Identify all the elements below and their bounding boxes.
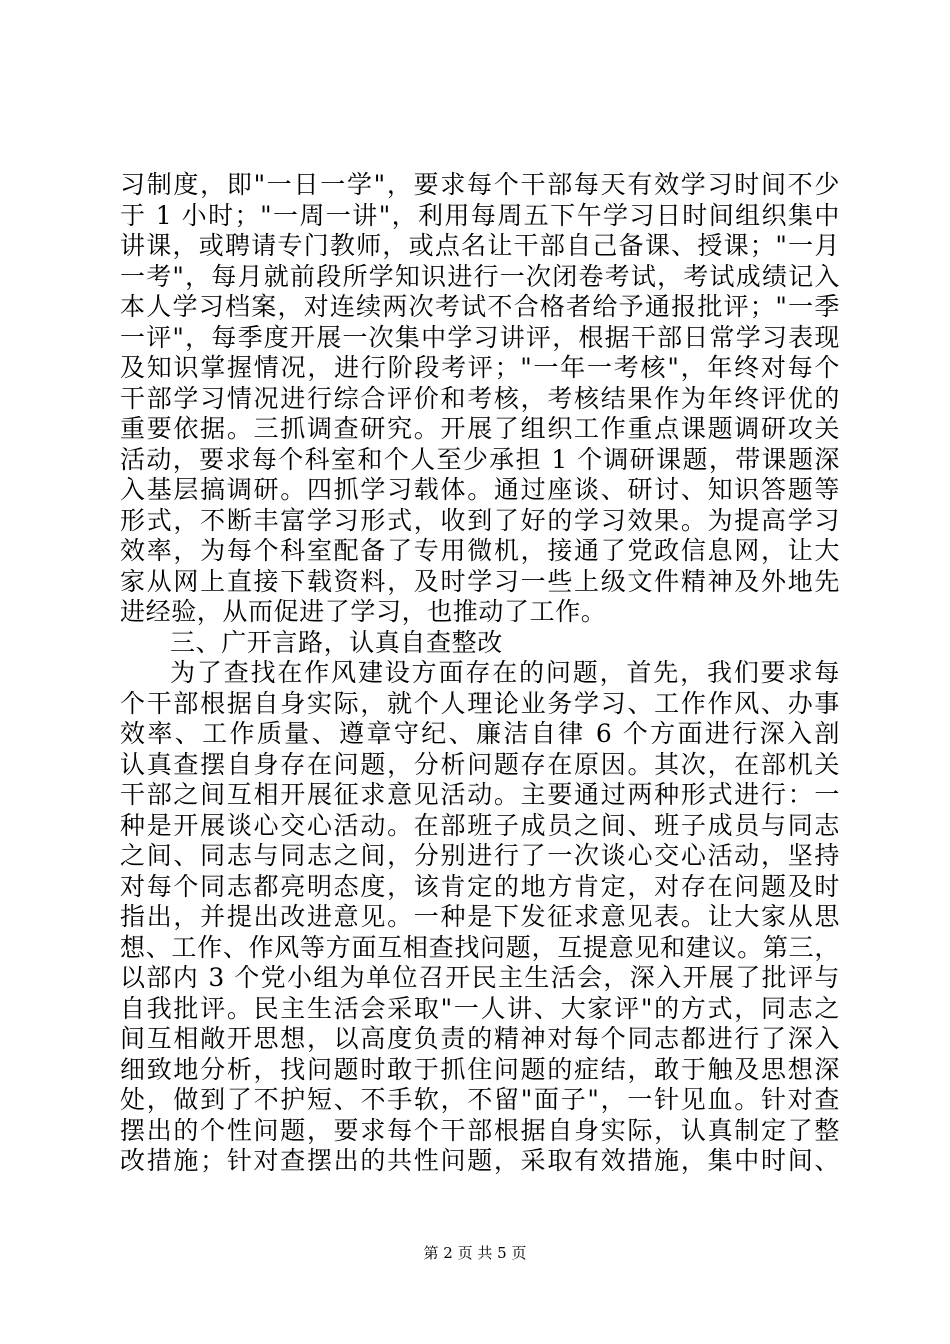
text-line: 指出，并提出改进意见。一种是下发征求意见表。让大家从思 [120, 902, 840, 931]
text-line: 干部学习情况进行综合评价和考核，考核结果作为年终评优的 [120, 383, 840, 413]
text-line: 干部之间互相开展征求意见活动。主要通过两种形式进行：一 [120, 780, 840, 809]
text-line: 细致地分析，找问题时敢于抓住问题的症结，敢于触及思想深 [120, 1054, 840, 1084]
text-line-paragraph-start: 为了查找在作风建设方面存在的问题，首先，我们要求每 [170, 658, 840, 687]
text-line: 种是开展谈心交心活动。在部班子成员之间、班子成员与同志 [120, 810, 840, 840]
text-line: 摆出的个性问题，要求每个干部根据自身实际，认真制定了整 [120, 1115, 840, 1145]
text-line: 效率、工作质量、遵章守纪、廉洁自律 6 个方面进行深入剖 [120, 719, 840, 748]
section-heading: 三、广开言路，认真自查整改 [170, 627, 503, 657]
document-body [120, 170, 840, 1177]
text-line: 习制度，即"一日一学"，要求每个干部每天有效学习时间不少 [120, 170, 840, 199]
text-line: 入基层搞调研。四抓学习载体。通过座谈、研讨、知识答题等 [120, 475, 840, 504]
text-line: 之间、同志与同志之间，分别进行了一次谈心交心活动，坚持 [120, 841, 840, 870]
text-line: 本人学习档案，对连续两次考试不合格者给予通报批评；"一季 [120, 292, 840, 321]
text-line: 效率，为每个科室配备了专用微机，接通了党政信息网，让大 [120, 536, 840, 565]
page-footer [0, 1243, 950, 1263]
text-line: 形式，不断丰富学习形式，收到了好的学习效果。为提高学习 [120, 505, 840, 535]
text-line: 改措施；针对查摆出的共性问题，采取有效措施，集中时间、 [120, 1146, 840, 1175]
text-line: 自我批评。民主生活会采取"一人讲、大家评"的方式，同志之 [120, 993, 840, 1023]
text-line: 对每个同志都亮明态度，该肯定的地方肯定，对存在问题及时 [120, 871, 840, 901]
text-line: 间互相敞开思想，以高度负责的精神对每个同志都进行了深入 [120, 1024, 840, 1053]
page-number: 第 2 页 共 5 页 [423, 1244, 527, 1262]
text-line: 重要依据。三抓调查研究。开展了组织工作重点课题调研攻关 [120, 414, 840, 443]
text-line: 家从网上直接下载资料，及时学习一些上级文件精神及外地先 [120, 566, 840, 596]
text-line: 一评"，每季度开展一次集中学习讲评，根据干部日常学习表现 [120, 322, 840, 352]
text-line: 活动，要求每个科室和个人至少承担 1 个调研课题，带课题深 [120, 444, 840, 474]
text-line: 个干部根据自身实际，就个人理论业务学习、工作作风、办事 [120, 688, 840, 718]
text-line: 处，做到了不护短、不手软，不留"面子"，一针见血。针对查 [120, 1085, 840, 1114]
text-line-paragraph-end: 进经验，从而促进了学习，也推动了工作。 [120, 597, 607, 626]
text-line: 以部内 3 个党小组为单位召开民主生活会，深入开展了批评与 [120, 963, 840, 992]
text-line: 想、工作、作风等方面互相查找问题，互提意见和建议。第三， [120, 932, 840, 962]
text-line: 一考"，每月就前段所学知识进行一次闭卷考试，考试成绩记入 [120, 261, 840, 291]
text-line: 讲课，或聘请专门教师，或点名让干部自己备课、授课；"一月 [120, 231, 840, 260]
text-line: 认真查摆自身存在问题，分析问题存在原因。其次，在部机关 [120, 749, 840, 779]
text-line: 及知识掌握情况，进行阶段考评；"一年一考核"，年终对每个 [120, 353, 840, 382]
text-line: 于 1 小时；"一周一讲"，利用每周五下午学习日时间组织集中 [120, 200, 840, 230]
